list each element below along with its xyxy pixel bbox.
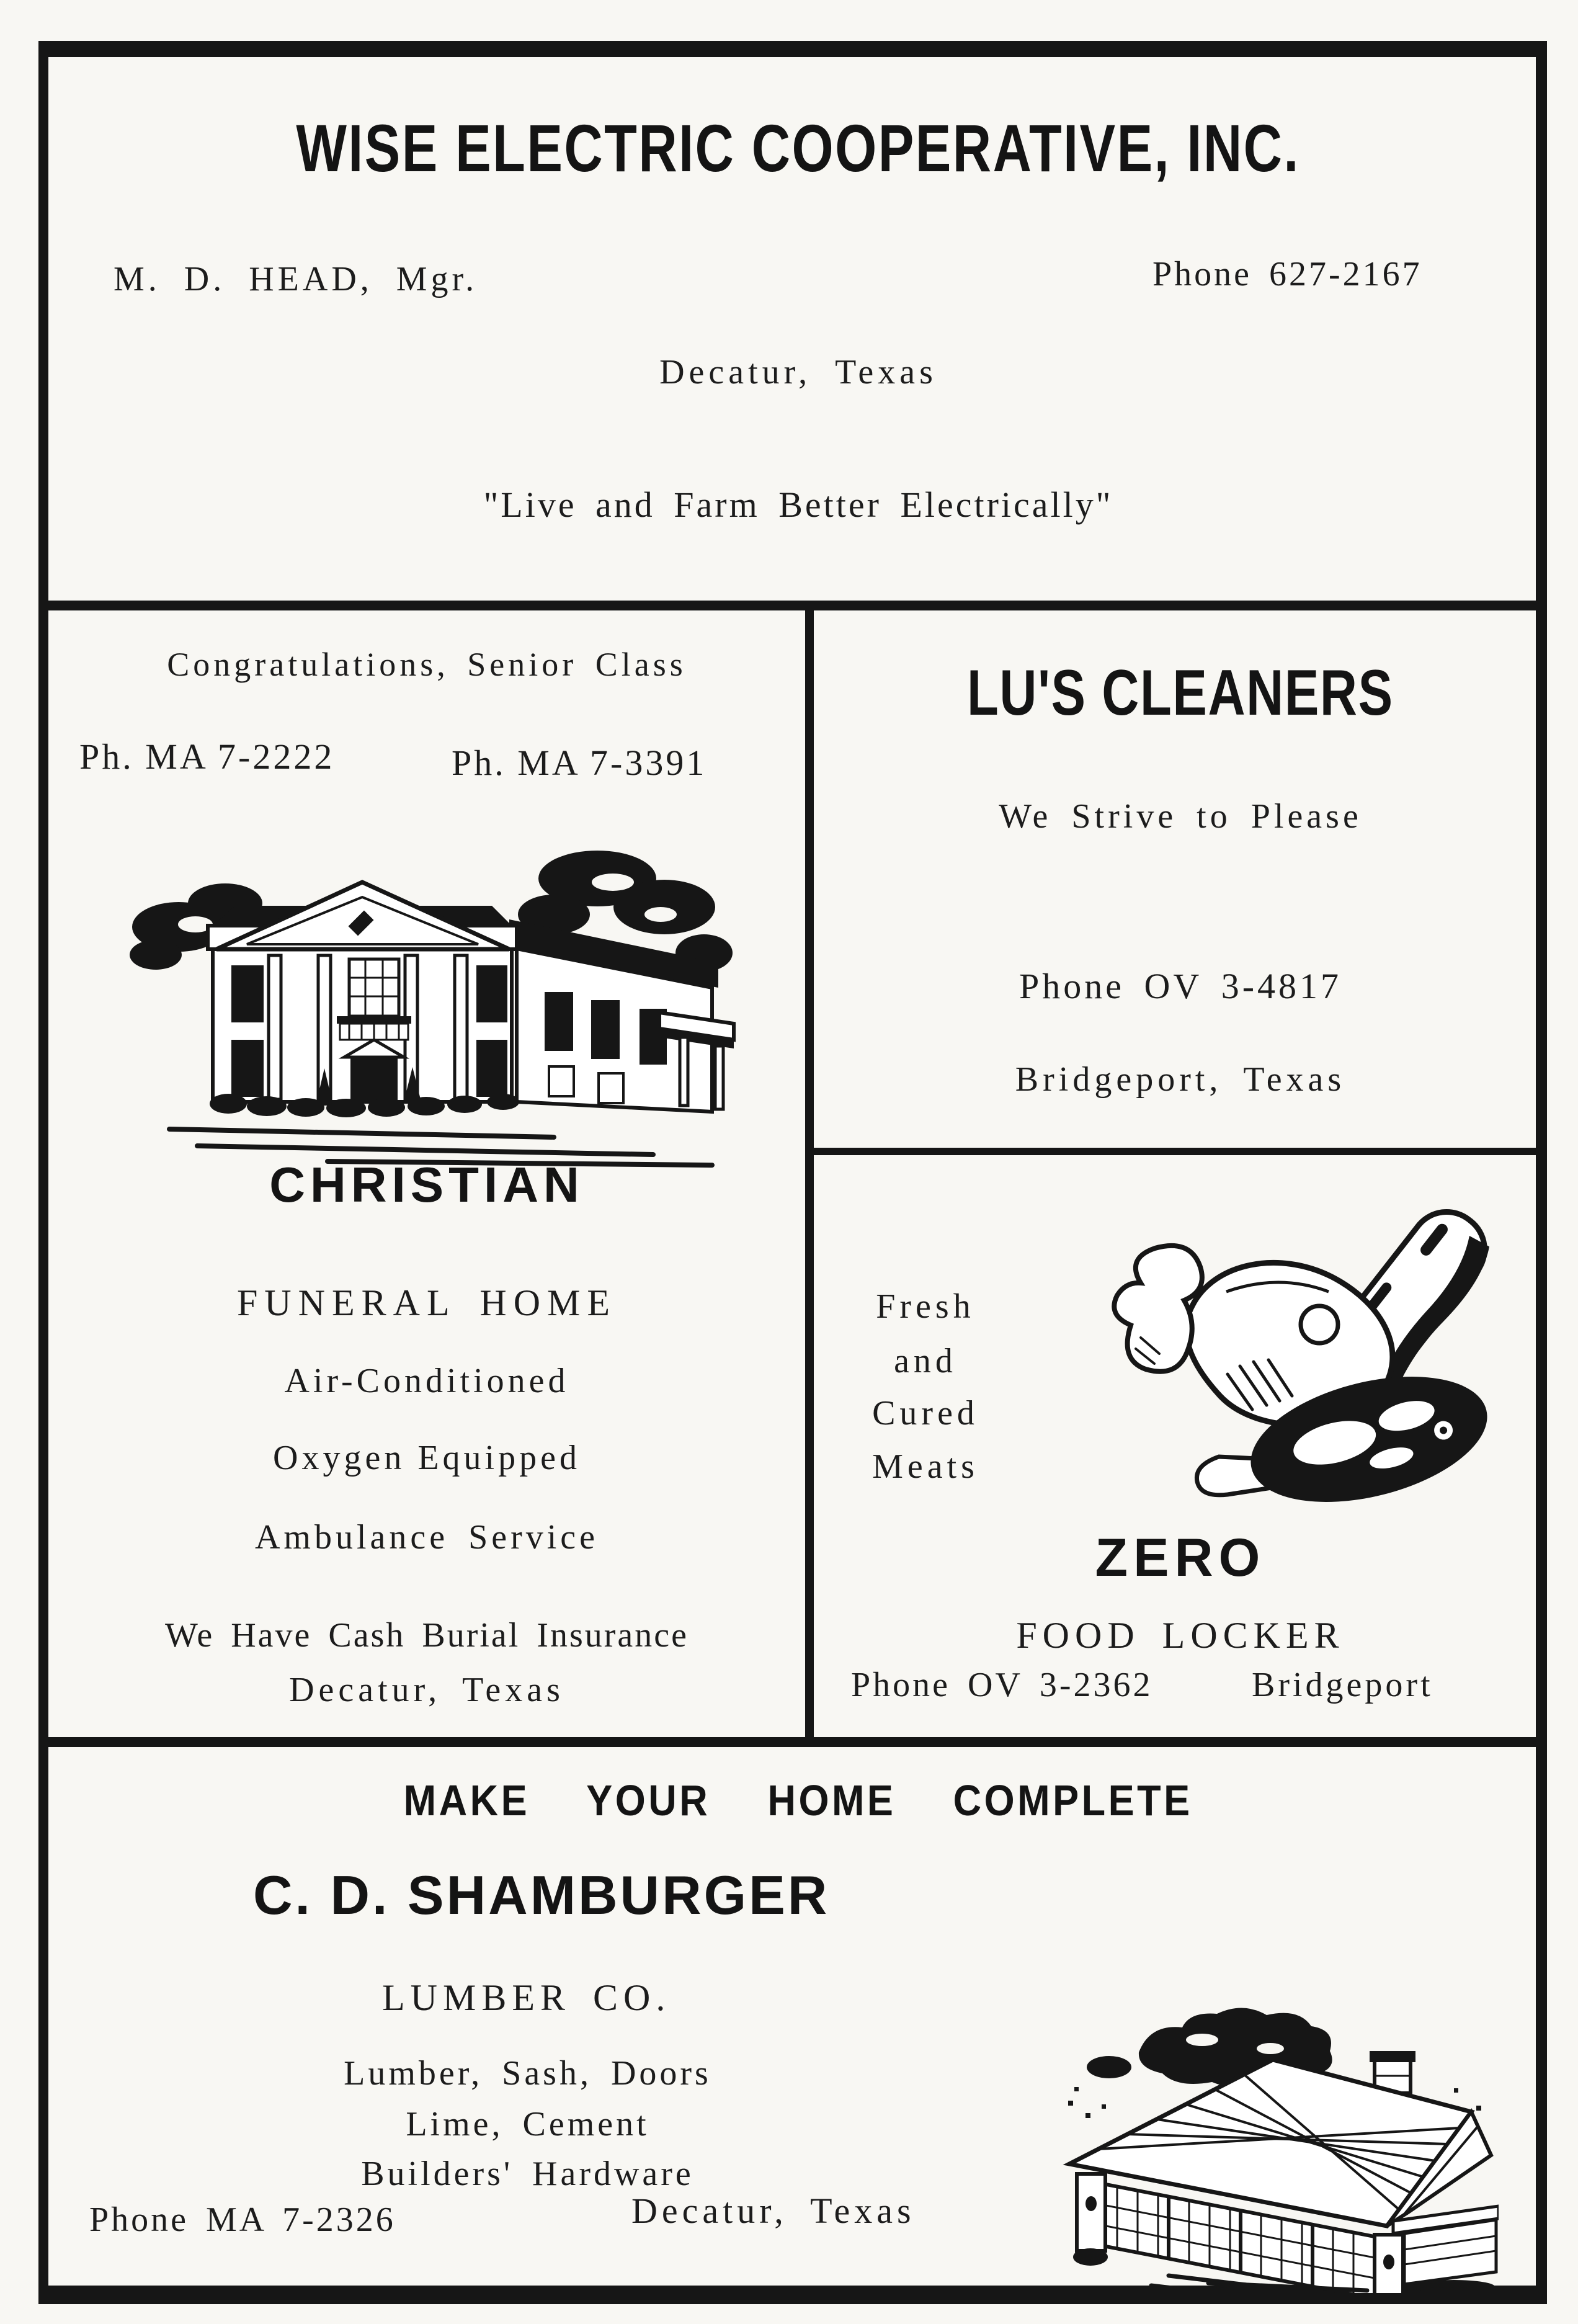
wise-manager-name: M. D. HEAD, Mgr. xyxy=(114,260,478,298)
christian-city: Decatur, Texas xyxy=(289,1671,564,1709)
shamburger-business-type: LUMBER CO. xyxy=(382,1977,671,2018)
lus-slogan: We Strive to Please xyxy=(999,797,1362,836)
shamburger-product-2: Lime, Cement xyxy=(406,2105,649,2143)
wise-electric-ad xyxy=(48,57,1548,601)
zero-product-line-1: Fresh xyxy=(876,1287,975,1326)
divider-under-wise-electric xyxy=(38,601,1547,610)
wise-electric-name-text: WISE ELECTRIC COOPERATIVE, INC. xyxy=(296,110,1301,185)
zero-business-type: FOOD LOCKER xyxy=(1016,1615,1345,1656)
shamburger-headline xyxy=(48,1776,1548,1825)
wise-electric-name xyxy=(48,109,1548,187)
lus-cleaners-ad xyxy=(814,610,1547,1148)
zero-product-line-3: Cured xyxy=(872,1394,979,1432)
divider-above-shamburger xyxy=(38,1737,1547,1747)
zero-product-line-4: Meats xyxy=(872,1447,979,1486)
zero-phone-number: Phone OV 3-2362 xyxy=(851,1666,1153,1704)
shamburger-product-3: Builders' Hardware xyxy=(361,2155,694,2193)
lus-cleaners-name xyxy=(814,656,1547,730)
lus-phone-number: Phone OV 3-4817 xyxy=(1019,966,1342,1006)
christian-name: CHRISTIAN xyxy=(269,1157,584,1212)
wise-phone-number: Phone 627-2167 xyxy=(1152,255,1422,293)
zero-city: Bridgeport xyxy=(1252,1666,1433,1704)
shamburger-headline-text: MAKE YOUR HOME COMPLETE xyxy=(403,1776,1193,1825)
christian-feature-3: Ambulance Service xyxy=(254,1518,599,1557)
christian-greeting: Congratulations, Senior Class xyxy=(167,646,687,683)
divider-lus-zero xyxy=(805,1148,1547,1155)
lus-city: Bridgeport, Texas xyxy=(1015,1060,1346,1099)
divider-vertical-middle xyxy=(805,601,814,1747)
shamburger-name: C. D. SHAMBURGER xyxy=(253,1864,830,1926)
christian-phone-1: Ph. MA 7-2222 xyxy=(79,736,335,777)
zero-food-locker-ad xyxy=(814,1155,1547,1737)
christian-insurance-note: We Have Cash Burial Insurance xyxy=(164,1616,689,1655)
zero-name: ZERO xyxy=(1095,1528,1266,1588)
shamburger-phone-number: Phone MA 7-2326 xyxy=(89,2201,396,2239)
shamburger-product-1: Lumber, Sash, Doors xyxy=(344,2054,711,2093)
shamburger-lumber-ad xyxy=(48,1747,1548,2295)
meat-cuts-illustration xyxy=(1071,1191,1536,1532)
shamburger-city: Decatur, Texas xyxy=(631,2191,916,2231)
christian-feature-2: Oxygen Equipped xyxy=(273,1439,581,1477)
wise-slogan: "Live and Farm Better Electrically" xyxy=(483,485,1113,525)
lus-cleaners-name-text: LU'S CLEANERS xyxy=(967,657,1394,729)
christian-feature-1: Air-Conditioned xyxy=(284,1362,569,1400)
christian-funeral-home-ad xyxy=(48,610,805,1737)
zero-product-line-2: and xyxy=(894,1342,957,1380)
christian-business-type: FUNERAL HOME xyxy=(236,1282,617,1323)
lumber-store-illustration xyxy=(1027,2008,1499,2293)
funeral-home-illustration xyxy=(120,821,740,1169)
christian-phone-2: Ph. MA 7-3391 xyxy=(452,743,707,783)
wise-city: Decatur, Texas xyxy=(659,353,937,391)
